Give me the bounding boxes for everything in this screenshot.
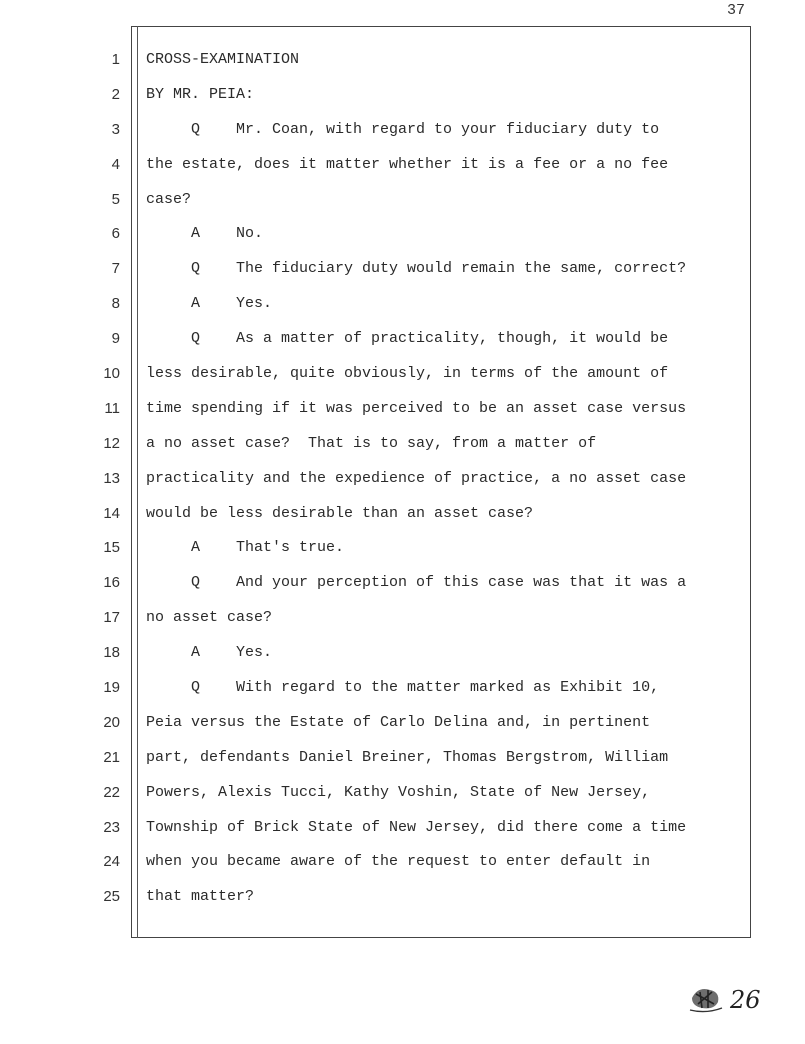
transcript-line: would be less desirable than an asset case? (146, 504, 534, 522)
transcript-line: Q Mr. Coan, with regard to your fiduciary duty to (146, 120, 660, 138)
line-number: 14 (103, 504, 120, 522)
transcript-line: BY MR. PEIA: (146, 85, 255, 103)
line-number-column (80, 43, 120, 915)
transcript-line: Q As a matter of practicality, though, it would be (146, 330, 669, 348)
line-number: 7 (111, 260, 120, 278)
line-number: 24 (103, 853, 120, 871)
line-number: 22 (103, 783, 120, 801)
transcript-line: Powers, Alexis Tucci, Kathy Voshin, State of New Jersey, (146, 783, 651, 801)
line-number: 23 (103, 818, 120, 836)
line-number: 20 (103, 713, 120, 731)
transcript-line: less desirable, quite obviously, in terms of the amount of (146, 365, 669, 383)
transcript-line: A That's true. (146, 539, 345, 557)
line-number: 1 (111, 51, 120, 68)
line-number: 19 (103, 679, 120, 697)
line-number: 10 (103, 365, 120, 383)
transcript-line: time spending if it was perceived to be an asset case versus (146, 399, 687, 417)
transcript-line: the estate, does it matter whether it is a fee or a no fee (146, 155, 669, 173)
line-number: 9 (111, 330, 120, 348)
margin-rule (137, 26, 138, 938)
line-number: 15 (103, 539, 120, 557)
transcript-line: Peia versus the Estate of Carlo Delina and, in pertinent (146, 713, 651, 731)
line-number: 8 (111, 295, 120, 313)
transcript-line: when you became aware of the request to enter default in (146, 853, 651, 871)
transcript-line: practicality and the expedience of practice, a no asset case (146, 469, 687, 487)
line-number: 16 (103, 574, 120, 592)
transcript-line: Q And your perception of this case was that it was a (146, 574, 687, 592)
transcript-line: no asset case? (146, 609, 273, 627)
handwritten-note: 26 (730, 986, 761, 1014)
transcript-line: part, defendants Daniel Breiner, Thomas Bergstrom, William (146, 748, 669, 766)
transcript-line: Township of Brick State of New Jersey, did there come a time (146, 818, 687, 836)
line-number: 18 (103, 644, 120, 662)
transcript-text (146, 43, 746, 915)
transcript-line: Q The fiduciary duty would remain the same, correct? (146, 260, 687, 278)
line-number: 21 (103, 748, 120, 766)
line-number: 11 (104, 399, 120, 417)
line-number: 12 (103, 434, 120, 452)
transcript-line: A No. (146, 225, 264, 243)
line-number: 6 (111, 225, 120, 243)
scribble-stamp-icon (690, 989, 722, 1012)
transcript-line: Q With regard to the matter marked as Exhibit 10, (146, 679, 660, 697)
transcript-line: that matter? (146, 888, 255, 906)
line-number: 17 (103, 609, 120, 627)
line-number: 3 (111, 120, 120, 138)
line-number: 5 (111, 190, 120, 208)
transcript-line: case? (146, 190, 192, 208)
handwritten-page-mark (688, 980, 768, 1020)
transcript-line: A Yes. (146, 644, 273, 662)
line-number: 2 (111, 85, 120, 103)
page-number: 37 (726, 2, 745, 19)
line-number: 13 (103, 469, 120, 487)
transcript-line: CROSS-EXAMINATION (146, 51, 300, 68)
line-number: 4 (111, 155, 120, 173)
line-number: 25 (103, 888, 120, 906)
transcript-line: a no asset case? That is to say, from a matter of (146, 434, 597, 452)
transcript-line: A Yes. (146, 295, 273, 313)
